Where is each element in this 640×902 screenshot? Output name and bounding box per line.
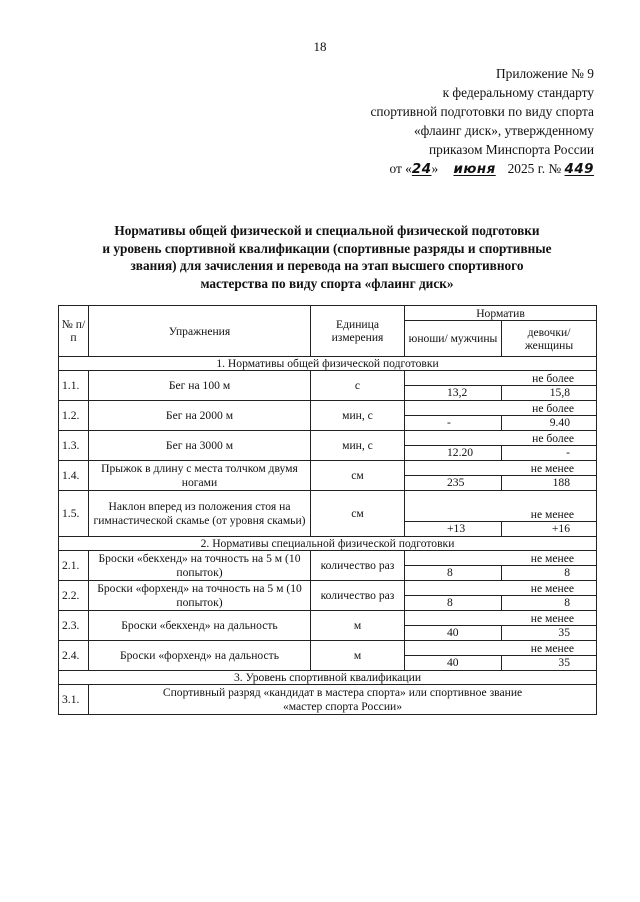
value-girls: - xyxy=(502,446,597,461)
unit-of-measure: количество раз xyxy=(311,551,405,581)
value-boys: 40 xyxy=(405,656,502,671)
table-row xyxy=(59,581,597,596)
value-boys: 8 xyxy=(405,566,502,581)
unit-of-measure: см xyxy=(311,461,405,491)
date-prefix: от « xyxy=(389,161,412,176)
qualification-row xyxy=(59,685,597,715)
handwritten-order-number: 449 xyxy=(564,162,594,177)
value-girls: 9.40 xyxy=(502,416,597,431)
table-row xyxy=(59,431,597,446)
header-boys: юноши/ мужчины xyxy=(405,321,502,357)
exercise-name: Прыжок в длину с места толчком двумя ногами xyxy=(89,461,311,491)
norm-type: не менее xyxy=(405,581,597,596)
table-body xyxy=(59,357,597,715)
row-number: 2.4. xyxy=(59,641,89,671)
title-line: Нормативы общей физической и специальной физической подготовки xyxy=(114,223,540,238)
unit-of-measure: м xyxy=(311,641,405,671)
value-boys: 13,2 xyxy=(405,386,502,401)
unit-of-measure: мин, с xyxy=(311,431,405,461)
exercise-name: Броски «бекхенд» на точность на 5 м (10 попыток) xyxy=(89,551,311,581)
appendix-line: к федеральному стандарту xyxy=(442,85,594,100)
appendix-line: приказом Минспорта России xyxy=(429,142,594,157)
table-row xyxy=(59,461,597,476)
appendix-block xyxy=(304,64,594,179)
row-number: 2.2. xyxy=(59,581,89,611)
value-girls: 35 xyxy=(502,656,597,671)
title-line: и уровень спортивной квалификации (спортивные разряды и спортивные xyxy=(102,240,552,256)
value-boys: - xyxy=(405,416,502,431)
section-title: 2. Нормативы специальной физической подготовки xyxy=(59,537,597,551)
date-mid: » xyxy=(431,161,439,176)
exercise-name: Бег на 2000 м xyxy=(89,401,311,431)
exercise-name: Бег на 100 м xyxy=(89,371,311,401)
date-year: 2025 г. № xyxy=(507,161,562,176)
header-num: № п/п xyxy=(59,306,89,357)
appendix-line: Приложение № 9 xyxy=(495,66,594,81)
value-boys: 235 xyxy=(405,476,502,491)
exercise-name: Бег на 3000 м xyxy=(89,431,311,461)
table-row xyxy=(59,611,597,626)
exercise-name: Броски «форхенд» на точность на 5 м (10 попыток) xyxy=(89,581,311,611)
table-row xyxy=(59,491,597,522)
exercise-name: Броски «форхенд» на дальность xyxy=(89,641,311,671)
value-boys: 40 xyxy=(405,626,502,641)
unit-of-measure: с xyxy=(311,371,405,401)
value-girls: 8 xyxy=(502,566,597,581)
exercise-name: Наклон вперед из положения стоя на гимнастической скамье (от уровня скамьи) xyxy=(89,491,311,537)
handwritten-day: 24 xyxy=(411,162,432,177)
standards-table xyxy=(58,305,597,715)
table-row xyxy=(59,371,597,386)
row-number: 1.1. xyxy=(59,371,89,401)
row-number: 2.1. xyxy=(59,551,89,581)
norm-type: не более xyxy=(405,401,597,416)
value-girls: 35 xyxy=(502,626,597,641)
value-boys: 12.20 xyxy=(405,446,502,461)
qualification-line: Спортивный разряд «кандидат в мастера спорта» или спортивное звание xyxy=(162,686,523,699)
header-unit: Единица измерения xyxy=(311,306,405,357)
appendix-line: «флаинг диск», утвержденному xyxy=(413,123,594,138)
table-row xyxy=(59,641,597,656)
section-row xyxy=(59,537,597,551)
value-girls: +16 xyxy=(502,522,597,537)
row-number: 1.5. xyxy=(59,491,89,537)
section-row xyxy=(59,357,597,371)
header-girls: девочки/ женщины xyxy=(502,321,597,357)
unit-of-measure: мин, с xyxy=(311,401,405,431)
row-number: 1.4. xyxy=(59,461,89,491)
norm-type: не менее xyxy=(405,461,597,476)
handwritten-month: июня xyxy=(453,162,496,177)
appendix-date-line xyxy=(304,159,594,179)
unit-of-measure: м xyxy=(311,611,405,641)
section-title: 1. Нормативы общей физической подготовки xyxy=(59,357,597,371)
value-girls: 15,8 xyxy=(502,386,597,401)
unit-of-measure: количество раз xyxy=(311,581,405,611)
value-girls: 188 xyxy=(502,476,597,491)
norm-type: не менее xyxy=(405,641,597,656)
document-title xyxy=(62,222,592,292)
qualification-text xyxy=(89,685,597,715)
standards-table-wrapper xyxy=(58,305,596,715)
norm-type: не менее xyxy=(405,551,597,566)
row-number: 2.3. xyxy=(59,611,89,641)
header-exercise: Упражнения xyxy=(89,306,311,357)
appendix-line: спортивной подготовки по виду спорта xyxy=(370,104,594,119)
norm-type: не более xyxy=(405,371,597,386)
row-number: 1.2. xyxy=(59,401,89,431)
value-boys: 8 xyxy=(405,596,502,611)
qualification-line: «мастер спорта России» xyxy=(282,699,403,713)
row-number: 3.1. xyxy=(59,685,89,715)
table-row xyxy=(59,401,597,416)
norm-type: не менее xyxy=(405,611,597,626)
norm-type: не более xyxy=(405,431,597,446)
unit-of-measure: см xyxy=(311,491,405,537)
table-row xyxy=(59,551,597,566)
title-line: мастерства по виду спорта «флаинг диск» xyxy=(200,275,454,291)
header-norm: Норматив xyxy=(405,306,597,321)
row-number: 1.3. xyxy=(59,431,89,461)
section-title: 3. Уровень спортивной квалификации xyxy=(59,671,597,685)
page-number: 18 xyxy=(313,39,327,54)
title-line: звания) для зачисления и перевода на этап высшего спортивного xyxy=(130,258,524,273)
value-boys: +13 xyxy=(405,522,502,537)
norm-type: не менее xyxy=(405,491,597,522)
section-row xyxy=(59,671,597,685)
value-girls: 8 xyxy=(502,596,597,611)
exercise-name: Броски «бекхенд» на дальность xyxy=(89,611,311,641)
